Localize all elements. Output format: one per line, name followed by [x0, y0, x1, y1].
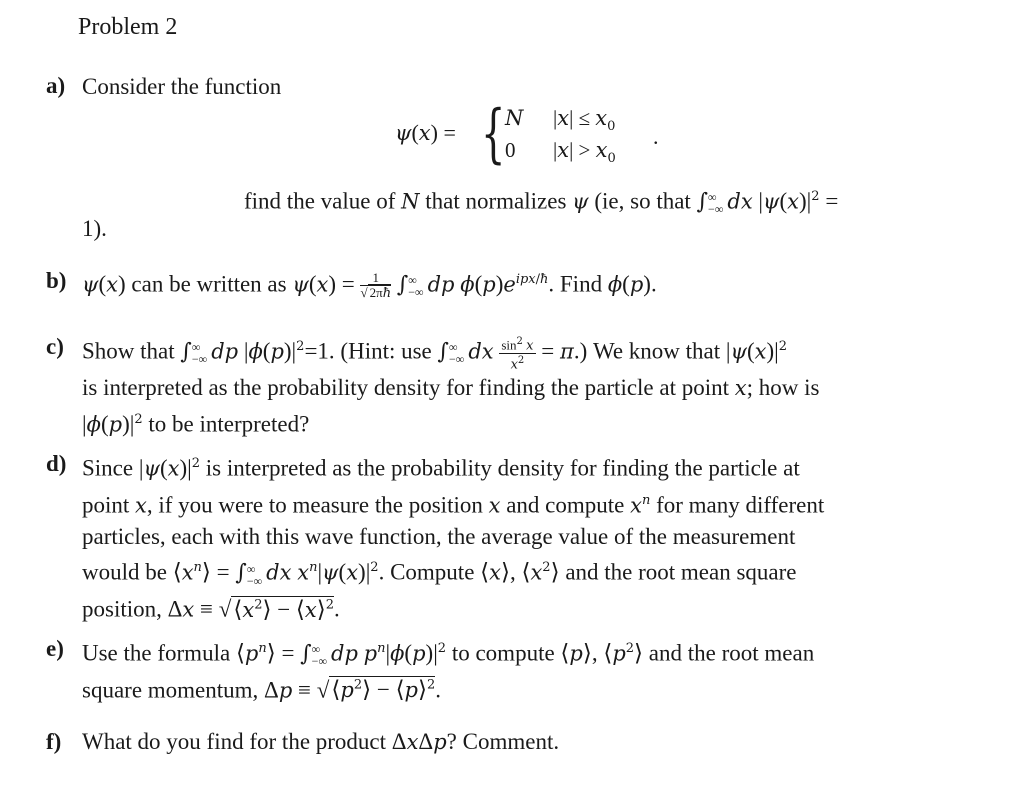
- part-e-text: Use the formula $⟨p^n⟩$ = ∫ ∞ −∞ dp $p^n|\phi(p)|^2$ to compute ⟨p⟩, $⟨p^2⟩$ and the root mean square momentum, $\Delta p \equiv √⟨p^2⟩$ − ⟨p⟩$^2$.: [82, 640, 815, 703]
- part-b-text: ψ(x) can be written as ψ(x) = $\frac{1}{√ 2\pi ħ}$ ∫ ∞ −∞ dp $\phi(p)e^{ipx/ħ}$. Find ϕ(p).: [82, 270, 657, 302]
- part-e-label: e): [46, 636, 64, 661]
- piecewise-equation: ψ(x) = { N 0 $|x| \le x_0$ $|x| > x_0$ .: [395, 97, 659, 171]
- part-f-label: f): [46, 729, 62, 754]
- problem-title: Problem 2: [78, 14, 178, 40]
- part-f-text: What do you find for the product ΔxΔp? Comment.: [82, 729, 560, 754]
- part-c-text: Show that ∫ ∞ −∞ dp $|\phi(p)|^2=1$. (Hint: use ∫ ∞ −∞ dx $\frac{\sin^2 x}{x^2}$ = π.) We know that $|\psi(x)|^2$ is interpreted as the probability density for finding the particle at point x; how is $|\phi(p)|^2$ to be interpreted?: [82, 335, 820, 437]
- part-a-find: find the value of N that normalizes ψ (ie, so that ∫ ∞ −∞ dx $|\psi(x)|^2$ =: [244, 188, 839, 217]
- part-d-text: Since $|\psi(x)|^2$ is interpreted as the probability density for finding the particle at point x, if you were to measure the position x and compute $x^n$ for many different particles, each with this wave function, the average value of the measurement would be $⟨x^n⟩$ = ∫ ∞ −∞ dx $x^n|\psi(x)|^2$. Compute ⟨x⟩, $⟨x^2⟩$ and the root mean square position, $\Delta x \equiv √⟨x^2⟩$ − ⟨x⟩$^2$.: [82, 455, 825, 622]
- part-d-label: d): [46, 451, 67, 476]
- part-a-intro: Consider the function: [82, 74, 282, 99]
- part-c-label: c): [46, 334, 64, 359]
- part-a-label: a): [46, 73, 66, 98]
- part-a-end: 1).: [82, 216, 107, 241]
- part-b-label: b): [46, 268, 67, 293]
